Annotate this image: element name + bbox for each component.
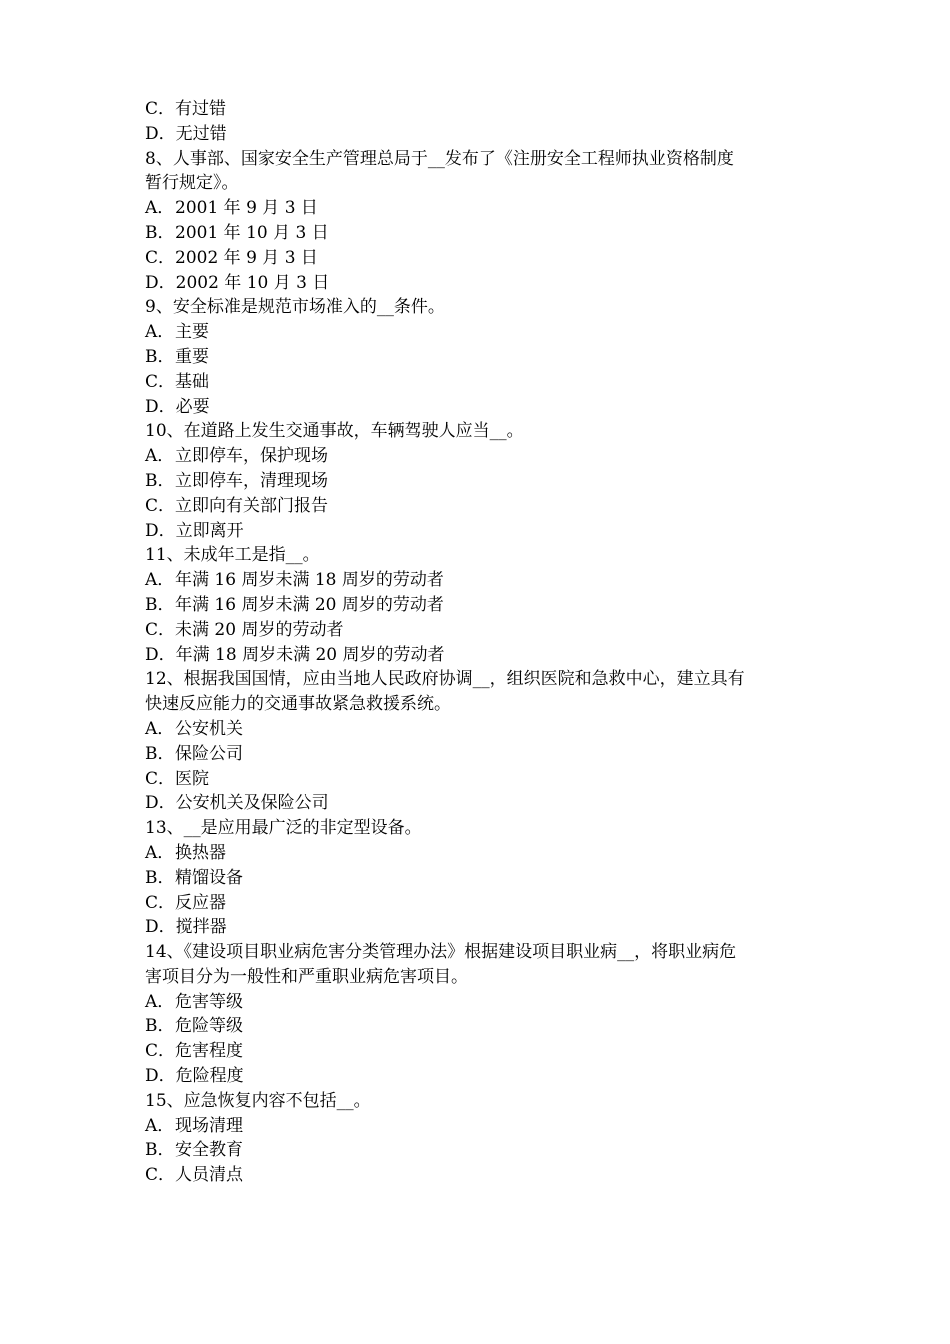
option-letter: A．	[145, 991, 175, 1012]
option-letter: D．	[145, 520, 176, 541]
option-letter: A．	[145, 322, 175, 343]
option-letter: C．	[145, 495, 176, 516]
option-line	[145, 791, 825, 816]
option-letter: B．	[145, 743, 175, 764]
option-line	[145, 1163, 825, 1188]
option-text: 基础	[175, 371, 210, 392]
option-letter: D．	[145, 396, 176, 417]
option-line	[145, 271, 825, 296]
option-text: 公安机关及保险公司	[175, 793, 329, 814]
option-letter: A．	[145, 842, 175, 863]
option-line	[145, 568, 825, 593]
question-line: 13、__是应用最广泛的非定型设备。	[145, 818, 422, 839]
option-letter: B．	[145, 867, 175, 888]
option-letter: C．	[145, 892, 176, 913]
option-line	[145, 221, 825, 246]
option-text: 危害程度	[175, 1041, 244, 1062]
option-line	[145, 742, 825, 767]
option-line	[145, 1039, 825, 1064]
option-line	[145, 767, 825, 792]
option-line	[145, 494, 825, 519]
option-text: 危险等级	[175, 1016, 243, 1037]
option-letter: A．	[145, 198, 175, 219]
option-letter: D．	[145, 272, 176, 293]
option-line	[145, 97, 825, 122]
option-letter: B．	[145, 1140, 175, 1161]
question-line: 12、根据我国国情，应由当地人民政府协调__，组织医院和急救中心，建立具有	[145, 669, 745, 690]
option-letter: C．	[145, 768, 176, 789]
option-text: 危险程度	[175, 1066, 244, 1087]
option-text: 现场清理	[175, 1115, 243, 1136]
option-text: 搅拌器	[175, 917, 227, 938]
question-line: 9、安全标准是规范市场准入的__条件。	[145, 297, 445, 318]
option-line	[145, 891, 825, 916]
option-text: 年满 18 周岁未满 20 周岁的劳动者	[175, 644, 445, 665]
option-line	[145, 618, 825, 643]
option-text: 立即向有关部门报告	[175, 495, 329, 516]
option-letter: C．	[145, 1041, 176, 1062]
option-letter: C．	[145, 247, 176, 268]
option-line	[145, 866, 825, 891]
option-text: 主要	[175, 322, 209, 343]
question-line: 害项目分为一般性和严重职业病危害项目。	[145, 966, 468, 987]
option-line	[145, 1138, 825, 1163]
option-text: 年满 16 周岁未满 18 周岁的劳动者	[175, 570, 444, 591]
option-letter: B．	[145, 222, 175, 243]
option-text: 立即停车，清理现场	[175, 470, 328, 491]
option-letter: A．	[145, 718, 175, 739]
option-line	[145, 320, 825, 345]
option-letter: D．	[145, 1066, 176, 1087]
question-line: 10、在道路上发生交通事故，车辆驾驶人应当__。	[145, 421, 524, 442]
option-line	[145, 643, 825, 668]
option-text: 无过错	[175, 123, 227, 144]
option-text: 换热器	[175, 842, 226, 863]
option-letter: A．	[145, 570, 175, 591]
option-text: 保险公司	[175, 743, 243, 764]
option-text: 2002 年 9 月 3 日	[175, 247, 318, 268]
option-line	[145, 593, 825, 618]
option-line	[145, 1014, 825, 1039]
option-line	[145, 196, 825, 221]
option-line	[145, 990, 825, 1015]
option-letter: B．	[145, 470, 175, 491]
question-line: 15、应急恢复内容不包括__。	[145, 1090, 371, 1111]
option-text: 精馏设备	[175, 867, 243, 888]
option-line	[145, 469, 825, 494]
option-letter: A．	[145, 446, 175, 467]
option-letter: D．	[145, 644, 176, 665]
question-line: 14、《建设项目职业病危害分类管理办法》根据建设项目职业病__，将职业病危	[145, 942, 737, 963]
document-body	[145, 97, 825, 1188]
option-line	[145, 246, 825, 271]
option-text: 公安机关	[175, 718, 243, 739]
option-letter: D．	[145, 793, 176, 814]
option-line	[145, 1114, 825, 1139]
option-line	[145, 345, 825, 370]
question-line: 8、人事部、国家安全生产管理总局于__发布了《注册安全工程师执业资格制度	[145, 148, 734, 169]
option-letter: C．	[145, 619, 176, 640]
option-line	[145, 717, 825, 742]
option-letter: A．	[145, 1115, 175, 1136]
option-letter: C．	[145, 1165, 176, 1186]
option-letter: D．	[145, 123, 176, 144]
option-letter: D．	[145, 917, 176, 938]
option-letter: B．	[145, 346, 175, 367]
question-line: 11、未成年工是指__。	[145, 545, 320, 566]
option-line	[145, 122, 825, 147]
option-line	[145, 519, 825, 544]
option-text: 危害等级	[175, 991, 243, 1012]
option-text: 有过错	[175, 99, 227, 119]
option-line	[145, 1064, 825, 1089]
option-text: 重要	[175, 346, 209, 367]
option-text: 年满 16 周岁未满 20 周岁的劳动者	[175, 594, 444, 615]
option-line	[145, 841, 825, 866]
option-text: 立即离开	[175, 520, 244, 541]
option-line	[145, 915, 825, 940]
option-text: 2001 年 10 月 3 日	[175, 222, 329, 243]
option-text: 医院	[175, 768, 210, 789]
option-text: 必要	[175, 396, 210, 417]
option-text: 2001 年 9 月 3 日	[175, 198, 318, 219]
option-letter: C．	[145, 99, 176, 119]
option-letter: B．	[145, 594, 175, 615]
option-text: 安全教育	[175, 1140, 243, 1161]
option-letter: B．	[145, 1016, 175, 1037]
option-text: 反应器	[175, 892, 227, 913]
option-text: 2002 年 10 月 3 日	[175, 272, 330, 293]
option-text: 人员清点	[175, 1165, 244, 1186]
option-text: 未满 20 周岁的劳动者	[175, 619, 344, 640]
option-line	[145, 395, 825, 420]
option-text: 立即停车，保护现场	[175, 446, 328, 467]
option-line	[145, 444, 825, 469]
question-line: 暂行规定》。	[145, 173, 239, 194]
option-line	[145, 370, 825, 395]
question-line: 快速反应能力的交通事故紧急救援系统。	[145, 694, 451, 715]
option-letter: C．	[145, 371, 176, 392]
